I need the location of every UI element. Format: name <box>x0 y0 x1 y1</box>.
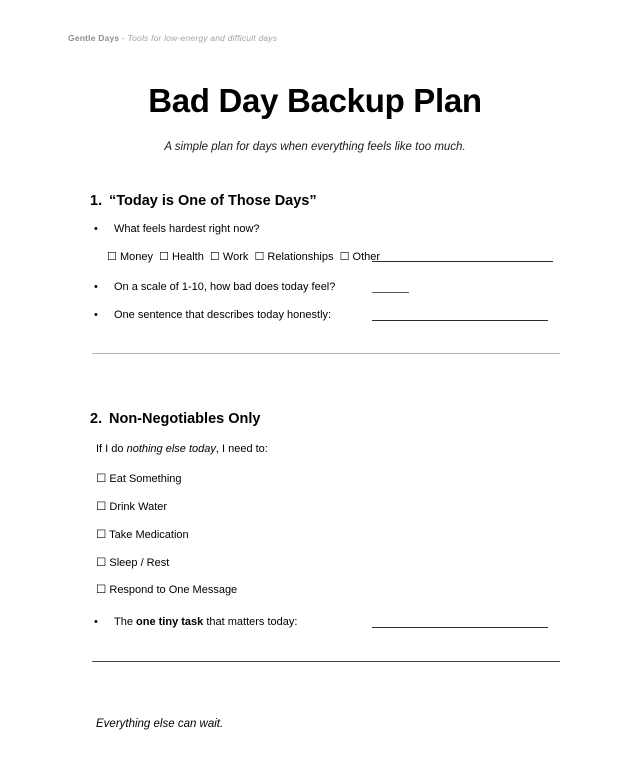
checkbox-other-label: Other <box>352 251 381 263</box>
checkbox-icon: ☐ <box>107 251 117 263</box>
bullet-icon: • <box>94 223 98 235</box>
section-1-sentence-text: One sentence that describes today honestly: <box>114 309 332 321</box>
section-1-sentence-bullet <box>94 309 331 321</box>
footer-note: Everything else can wait. <box>96 718 224 730</box>
checkbox-respond-one-message-label: Respond to One Message <box>109 584 238 596</box>
section-2-number: 2. <box>90 411 103 427</box>
brand-separator: - <box>119 33 128 43</box>
sentence-answer-line[interactable] <box>372 320 548 321</box>
checkbox-money-label: Money <box>119 251 153 263</box>
brand-tagline: Tools for low-energy and difficult days <box>127 33 278 43</box>
checkbox-icon: ☐ <box>96 473 107 485</box>
section-1-number: 1. <box>90 193 103 209</box>
checkbox-icon: ☐ <box>209 251 220 263</box>
checkbox-relationships[interactable] <box>254 251 333 263</box>
section-2-title: Non-Negotiables Only <box>109 411 261 427</box>
page-title: Bad Day Backup Plan <box>148 82 482 119</box>
section-divider-2 <box>92 661 560 662</box>
intro-suffix: , I need to: <box>215 443 268 455</box>
checkbox-work[interactable] <box>210 251 248 263</box>
non-negotiables-intro <box>96 443 268 455</box>
checkbox-icon: ☐ <box>96 501 107 513</box>
task-emphasis: one tiny task <box>136 616 204 628</box>
checkbox-money[interactable] <box>107 251 153 263</box>
intro-prefix: If I do <box>96 443 127 455</box>
scale-answer-line[interactable] <box>372 292 409 293</box>
bullet-icon: • <box>94 616 98 628</box>
other-write-in-line[interactable] <box>372 261 553 262</box>
section-2-heading <box>90 411 260 427</box>
page-subtitle: A simple plan for days when everything feels like too much. <box>164 141 466 153</box>
bullet-icon: • <box>94 281 98 293</box>
one-tiny-task-bullet <box>94 616 297 628</box>
section-1-prompt-bullet <box>94 223 260 235</box>
brand-header <box>68 33 277 43</box>
intro-emphasis: nothing else today <box>126 443 216 455</box>
section-1-scale-bullet <box>94 281 335 293</box>
checkbox-work-label: Work <box>222 251 249 263</box>
checkbox-drink-water-label: Drink Water <box>109 501 168 513</box>
checkbox-health-label: Health <box>172 251 204 263</box>
bullet-icon: • <box>94 309 98 321</box>
checkbox-icon: ☐ <box>159 251 169 263</box>
checkbox-respond-one-message[interactable] <box>96 582 237 596</box>
checkbox-eat-something[interactable] <box>96 471 182 485</box>
checkbox-eat-something-label: Eat Something <box>109 473 182 485</box>
checkbox-health[interactable] <box>159 251 204 263</box>
checkbox-take-medication[interactable] <box>96 527 189 541</box>
section-1-title: “Today is One of Those Days” <box>109 193 317 209</box>
brand-name: Gentle Days <box>68 33 120 43</box>
hardest-options-row <box>107 250 380 263</box>
checkbox-icon: ☐ <box>96 529 107 541</box>
checkbox-drink-water[interactable] <box>96 499 167 513</box>
section-1-heading <box>90 193 317 209</box>
checkbox-icon: ☐ <box>339 251 350 263</box>
task-prefix: The <box>114 616 137 628</box>
checkbox-take-medication-label: Take Medication <box>109 529 189 541</box>
section-1-scale-text: On a scale of 1-10, how bad does today feel? <box>114 281 336 293</box>
one-tiny-task-text <box>94 616 297 628</box>
checkbox-sleep-rest[interactable] <box>96 555 169 569</box>
one-tiny-task-answer-line[interactable] <box>372 627 548 628</box>
checkbox-icon: ☐ <box>254 251 265 263</box>
section-1-prompt-text: What feels hardest right now? <box>114 223 260 235</box>
task-suffix: that matters today: <box>203 616 298 628</box>
section-divider-1 <box>92 353 560 354</box>
checkbox-icon: ☐ <box>96 584 107 596</box>
checkbox-icon: ☐ <box>96 557 107 569</box>
checkbox-sleep-rest-label: Sleep / Rest <box>109 557 170 569</box>
checkbox-relationships-label: Relationships <box>267 251 334 263</box>
